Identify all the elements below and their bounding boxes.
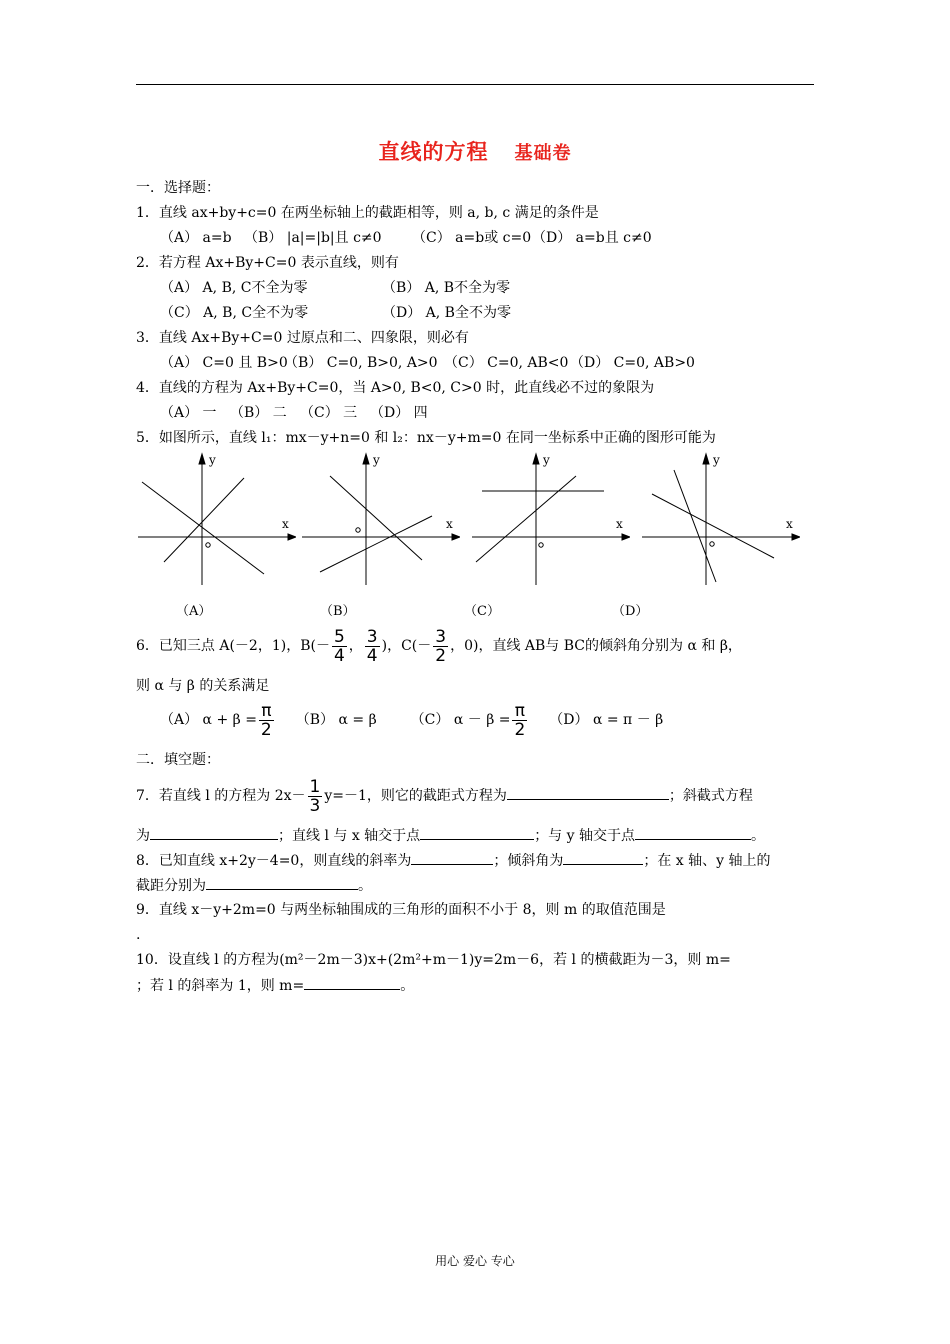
q7-line-2	[136, 825, 765, 846]
q7-text-2: y=－1，则它的截距式方程为	[324, 788, 507, 804]
q7-f-den: 3	[309, 795, 321, 816]
q6-c-two: 2	[514, 719, 526, 740]
title-main: 直线的方程	[378, 140, 489, 164]
q7-blank-intercept-form[interactable]	[507, 785, 669, 800]
q9-line-1: 9．直线 x－y+2m=0 与两坐标轴围成的三角形的面积不小于 8，则 m 的取值范围是	[136, 902, 666, 918]
q2-option-b: （B） A, B不全为零	[382, 280, 511, 296]
q6-stem	[136, 626, 742, 666]
section-fill-heading: 二．填空题：	[136, 752, 220, 768]
q5-label-a: （A）	[176, 604, 212, 619]
q6-text-1: 6．已知三点 A(－2，1)，B(－	[136, 638, 330, 654]
header-rule	[136, 84, 814, 85]
q5-label-d: （D）	[612, 604, 649, 619]
q8-text-4: 截距分别为	[136, 878, 206, 894]
q4-option-c: （C） 三	[300, 405, 358, 421]
q5a-y-label: y	[209, 453, 216, 467]
q6-a-two: 2	[260, 719, 272, 740]
q1-option-b: （B） |a|=|b|且 c≠0	[244, 230, 382, 246]
q5b-x-label: x	[446, 517, 453, 531]
q10-line-2	[136, 975, 414, 996]
q2-option-a: （A） A, B, C不全为零	[160, 280, 308, 296]
q7-blank-slope-form[interactable]	[150, 825, 278, 840]
q10-blank-m[interactable]	[304, 975, 400, 990]
q4-stem: 4．直线的方程为 Ax+By+C=0，当 A>0, B<0, C>0 时，此直线必不过的象限为	[136, 380, 655, 396]
q7-text-5: ；直线 l 与 x 轴交于点	[278, 828, 421, 844]
q2-option-c: （C） A, B, C全不为零	[160, 305, 309, 321]
q8-text-5: 。	[358, 878, 372, 894]
q10-text-1: ；若 l 的斜率为 1，则 m=	[136, 978, 305, 994]
q6-option-d: （D） α = π － β	[549, 712, 664, 728]
q6-text-3: )，C(－	[381, 638, 432, 654]
q6-f1-den: 4	[333, 645, 345, 666]
q9-line-2: .	[136, 927, 141, 943]
q6-f3-num: 3	[435, 626, 447, 647]
q1-options	[160, 228, 652, 248]
q5d-y-label: y	[713, 453, 720, 467]
q7-text-6: ；与 y 轴交于点	[534, 828, 635, 844]
q7-text-3: ；斜截式方程	[668, 788, 753, 804]
q4-options	[160, 403, 428, 423]
q5c-x-label: x	[616, 517, 623, 531]
q4-option-a: （A） 一	[160, 405, 217, 421]
q1-option-a: （A） a=b	[160, 230, 232, 246]
q8-blank-slope[interactable]	[411, 850, 493, 865]
page-title	[0, 136, 950, 166]
q7-f-num: 1	[309, 776, 321, 797]
q5-label-c: （C）	[464, 604, 500, 619]
q5-stem: 5．如图所示，直线 l₁：mx－y+n=0 和 l₂：nx－y+m=0 在同一坐标系中正确的图形可能为	[136, 430, 716, 446]
q3-options	[160, 353, 695, 373]
q6-fraction-2	[365, 628, 380, 665]
q6-stem-2: 则 α 与 β 的关系满足	[136, 678, 270, 694]
q5-figure-d	[640, 450, 800, 590]
q5a-x-label: x	[282, 517, 289, 531]
q10-line-1: 10．设直线 l 的方程为(m²－2m－3)x+(2m²+m－1)y=2m－6，若 l 的横截距为－3，则 m=	[136, 952, 731, 968]
q7-blank-y-point[interactable]	[635, 825, 751, 840]
page-footer: 用心 爱心 专心	[435, 1254, 515, 1268]
q8-text-1: 8．已知直线 x+2y－4=0，则直线的斜率为	[136, 853, 412, 869]
q6-f3-den: 2	[435, 645, 447, 666]
q6-f1-num: 5	[333, 626, 345, 647]
q4-option-b: （B） 二	[230, 405, 287, 421]
q4-option-d: （D） 四	[370, 405, 428, 421]
q6-text-2: ，	[348, 638, 363, 654]
q3-option-c: （C） C=0, AB<0	[444, 355, 569, 371]
q6-fraction-1	[332, 628, 347, 665]
q8-text-3: ；在 x 轴、y 轴上的	[643, 853, 771, 869]
q5d-x-label: x	[786, 517, 793, 531]
q5-figure-c	[470, 450, 630, 590]
q1-option-d: （D） a=b且 c≠0	[532, 230, 652, 246]
q5c-y-label: y	[543, 453, 550, 467]
q5-label-b: （B）	[320, 604, 356, 619]
q2-stem: 2．若方程 Ax+By+C=0 表示直线，则有	[136, 255, 399, 271]
q7-line-1	[136, 776, 753, 816]
q8-text-2: ；倾斜角为	[493, 853, 564, 869]
q8-blank-angle[interactable]	[563, 850, 643, 865]
q6-options	[160, 700, 663, 740]
q6-c-pi: π	[512, 702, 527, 721]
q8-blank-intercepts[interactable]	[206, 875, 358, 890]
q6-option-c: （C） α － β =	[410, 712, 511, 728]
q2-options-row2	[160, 303, 511, 323]
q6-option-c-frac	[512, 702, 527, 739]
q6-a-pi: π	[259, 702, 274, 721]
q3-option-a: （A） C=0 且 B>0	[160, 355, 288, 371]
title-sub: 基础卷	[514, 143, 572, 164]
q3-option-d: （D） C=0, AB>0	[570, 355, 695, 371]
q1-option-c: （C） a=b或 c=0	[412, 230, 532, 246]
q3-option-b: （B） C=0, B>0, A>0	[284, 355, 438, 371]
q7-blank-x-point[interactable]	[420, 825, 534, 840]
q6-f2-den: 4	[366, 645, 378, 666]
q3-stem: 3．直线 Ax+By+C=0 过原点和二、四象限，则必有	[136, 330, 469, 346]
q6-f2-num: 3	[366, 626, 378, 647]
q6-option-b: （B） α = β	[295, 712, 377, 728]
q8-line-2	[136, 875, 372, 896]
q6-text-4: ，0)，直线 AB与 BC的倾斜角分别为 α 和 β，	[450, 638, 742, 654]
section-choice-heading: 一．选择题：	[136, 180, 220, 196]
q8-line-1	[136, 850, 771, 871]
q5b-y-label: y	[373, 453, 380, 467]
q6-fraction-3	[433, 628, 448, 665]
q2-options-row1	[160, 278, 510, 298]
q6-option-a: （A） α + β =	[160, 712, 257, 728]
q7-fraction	[308, 778, 323, 815]
q2-option-d: （D） A, B全不为零	[382, 305, 511, 321]
q7-text-7: 。	[751, 828, 765, 844]
q10-text-2: 。	[400, 978, 415, 994]
q7-text-1: 7．若直线 l 的方程为 2x－	[136, 788, 306, 804]
q7-text-4: 为	[136, 828, 150, 844]
q6-option-a-frac	[259, 702, 274, 739]
q5-figure-b	[300, 450, 460, 590]
q5-figure-a	[136, 450, 296, 590]
q1-stem: 1．直线 ax+by+c=0 在两坐标轴上的截距相等，则 a, b, c 满足的条件是	[136, 205, 599, 221]
